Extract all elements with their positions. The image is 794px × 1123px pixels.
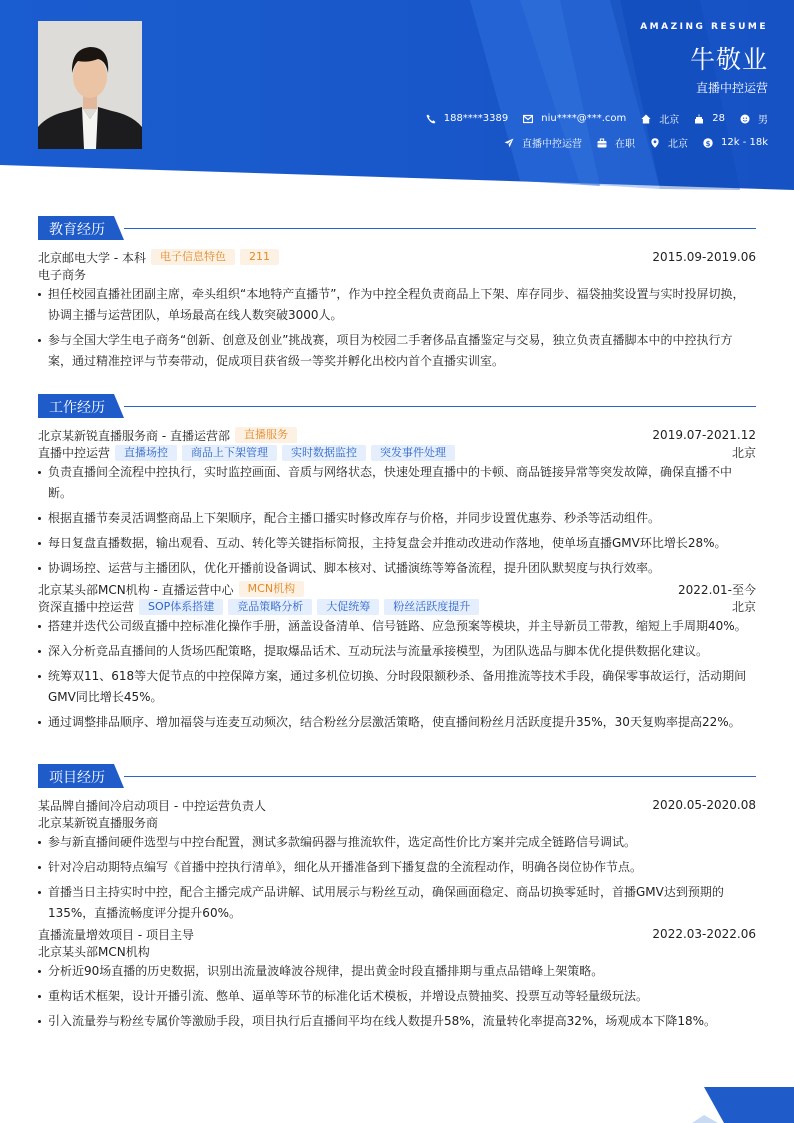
mail-icon	[523, 114, 533, 124]
section-title: 工作经历	[49, 400, 105, 416]
age-info	[694, 113, 725, 124]
job-date: 2019.07-2021.12	[652, 428, 756, 442]
intent-position-info	[504, 135, 582, 150]
list-item: 根据直播节奏灵活调整商品上下架顺序，配合主播口播实时修改库存与价格，并同步设置优惠券、秒杀等活动组件。	[38, 508, 756, 529]
section-tab-shape	[38, 394, 124, 418]
status-info	[597, 135, 635, 150]
section-divider	[124, 406, 756, 407]
major	[38, 266, 756, 284]
skill-tag: SOP体系搭建	[139, 599, 223, 615]
salary-text: 12k - 18k	[721, 137, 768, 148]
brand-text: AMAZING RESUME	[640, 22, 768, 32]
skill-tag: 突发事件处理	[371, 445, 455, 461]
education-entry-head	[38, 248, 756, 266]
email-info[interactable]	[523, 113, 626, 124]
cake-icon	[694, 114, 704, 124]
salary-icon	[703, 138, 713, 148]
education-date: 2015.09-2019.06	[652, 250, 756, 264]
list-item: 每日复盘直播数据，输出观看、互动、转化等关键指标简报，主持复盘会并推动改进动作落地，使单场直播GMV环比增长28%。	[38, 533, 756, 554]
gender-text: 男	[758, 115, 768, 126]
intent-city-info	[650, 135, 688, 150]
company-name: 北京某新锐直播服务商 - 直播运营部	[38, 428, 230, 443]
project-name: 直播流量增效项目 - 项目主导	[38, 927, 194, 942]
home-icon	[641, 114, 651, 124]
list-item: 协调场控、运营与主播团队，优化开播前设备调试、脚本核对、试播演练等筹备流程，提升团队默契度与执行效率。	[38, 558, 756, 579]
job-date: 2022.01-至今	[678, 582, 756, 597]
location-pin-icon	[650, 138, 660, 148]
job-role-row	[38, 598, 756, 616]
hometown-text: 北京	[659, 115, 680, 126]
project-org-text: 北京某头部MCN机构	[38, 945, 150, 959]
intent-city-text: 北京	[668, 139, 688, 150]
job-role: 直播中控运营	[38, 446, 111, 460]
job-head	[38, 426, 756, 444]
project-head	[38, 925, 756, 943]
skill-tag: 大促统筹	[317, 599, 379, 615]
footer-decoration	[684, 1087, 794, 1123]
job-city: 北京	[731, 446, 756, 460]
major-text: 电子商务	[38, 268, 87, 282]
list-item: 首播当日主持实时中控，配合主播完成产品讲解、试用展示与粉丝互动，确保画面稳定、商品切换零延时，首播GMV达到预期的135%，直播流畅度评分提升60%。	[38, 882, 756, 924]
project-date: 2022.03-2022.06	[652, 927, 756, 941]
svg-text:$: $	[705, 139, 711, 148]
list-item: 通过调整排品顺序、增加福袋与连麦互动频次，结合粉丝分层激活策略，使直播间粉丝月活跃度提升35%，30天复购率提高22%。	[38, 712, 756, 733]
section-divider	[124, 228, 756, 229]
contact-row	[411, 111, 768, 126]
list-item: 分析近90场直播的历史数据，识别出流量波峰波谷规律，提出黄金时段直播排期与重点品错峰上架策略。	[38, 961, 756, 982]
project-entry	[38, 796, 756, 924]
list-item: 搭建并迭代公司级直播中控标准化操作手册，涵盖设备清单、信号链路、应急预案等模块，并主导新员工带教，缩短上手周期40%。	[38, 616, 756, 637]
section-divider	[124, 776, 756, 777]
section-tab-shape	[38, 216, 124, 240]
job-entry	[38, 426, 756, 579]
resume-header	[0, 0, 794, 200]
job-bullets	[38, 462, 756, 579]
list-item: 重构话术框架，设计开播引流、憋单、逼单等环节的标准化话术模板，并增设点赞抽奖、投票互动等轻量级玩法。	[38, 986, 756, 1007]
company-tag: 直播服务	[235, 427, 297, 443]
project-org-text: 北京某新锐直播服务商	[38, 816, 159, 830]
avatar	[38, 21, 142, 149]
briefcase-icon	[597, 138, 607, 148]
gender-icon	[740, 114, 750, 124]
job-entry	[38, 580, 756, 733]
hometown-info	[641, 111, 679, 126]
phone-icon	[426, 114, 436, 124]
send-icon	[504, 138, 514, 148]
list-item: 负责直播间全流程中控执行，实时监控画面、音质与网络状态，快速处理直播中的卡顿、商品链接异常等突发故障，确保直播不中断。	[38, 462, 756, 504]
job-role-row	[38, 444, 756, 462]
skill-tag: 竞品策略分析	[228, 599, 312, 615]
profile-photo	[38, 21, 142, 149]
project-section	[38, 764, 756, 1036]
school-name: 北京邮电大学 - 本科	[38, 250, 146, 265]
list-item: 引入流量券与粉丝专属价等激励手段，项目执行后直播间平均在线人数提升58%，流量转化率提高32%，场观成本下降18%。	[38, 1011, 756, 1032]
age-text: 28	[712, 113, 725, 124]
list-item: 针对冷启动期特点编写《首播中控执行清单》，细化从开播准备到下播复盘的全流程动作，明确各岗位协作节点。	[38, 857, 756, 878]
section-header	[38, 216, 756, 240]
work-section	[38, 394, 756, 737]
skill-tag: 商品上下架管理	[182, 445, 277, 461]
project-date: 2020.05-2020.08	[652, 798, 756, 812]
candidate-name: 牛敬业	[689, 45, 768, 74]
project-entry	[38, 925, 756, 1032]
school-tag: 电子信息特色	[151, 249, 235, 265]
skill-tag: 粉丝活跃度提升	[384, 599, 479, 615]
job-role: 资深直播中控运营	[38, 600, 135, 614]
project-bullets	[38, 961, 756, 1032]
skill-tag: 直播场控	[115, 445, 177, 461]
section-tab-shape	[38, 764, 124, 788]
skill-tag: 实时数据监控	[282, 445, 366, 461]
email-text: niu****@***.com	[541, 113, 627, 124]
phone-info[interactable]	[426, 113, 509, 124]
project-head	[38, 796, 756, 814]
target-position: 直播中控运营	[695, 81, 768, 95]
gender-info	[740, 111, 768, 126]
list-item: 参与全国大学生电子商务“创新、创意及创业”挑战赛，项目为校园二手奢侈品直播鉴定与交易，独立负责直播脚本中的中控执行方案，通过精准控评与节奏带动，促成项目获省级一等奖并孵化出校内首个直播实训室。	[38, 330, 756, 372]
status-text: 在职	[615, 139, 635, 150]
intent-position-text: 直播中控运营	[522, 139, 582, 150]
job-intention-row	[489, 135, 768, 150]
company-tag: MCN机构	[239, 581, 304, 597]
company-name: 北京某头部MCN机构 - 直播运营中心	[38, 582, 234, 597]
section-header	[38, 764, 756, 788]
job-city: 北京	[731, 600, 756, 614]
education-section	[38, 216, 756, 376]
section-title: 教育经历	[49, 222, 105, 238]
list-item: 担任校园直播社团副主席，牵头组织“本地特产直播节”，作为中控全程负责商品上下架、库存同步、福袋抽奖设置与实时投屏切换，协调主播与运营团队，单场最高在线人数突破3000人。	[38, 284, 756, 326]
project-org	[38, 943, 756, 961]
project-name: 某品牌自播间冷启动项目 - 中控运营负责人	[38, 798, 266, 813]
school-tag: 211	[240, 249, 279, 265]
section-header	[38, 394, 756, 418]
list-item: 深入分析竞品直播间的人货场匹配策略，提取爆品话术、互动玩法与流量承接模型，为团队选品与脚本优化提供数据化建议。	[38, 641, 756, 662]
salary-info	[703, 137, 768, 148]
job-bullets	[38, 616, 756, 733]
project-bullets	[38, 832, 756, 924]
job-head	[38, 580, 756, 598]
education-bullets	[38, 284, 756, 372]
section-title: 项目经历	[49, 770, 105, 786]
project-org	[38, 814, 756, 832]
list-item: 统筹双11、618等大促节点的中控保障方案，通过多机位切换、分时段限额秒杀、备用推流等技术手段，确保零事故运行，活动期间GMV同比增长45%。	[38, 666, 756, 708]
phone-text: 188****3389	[443, 113, 509, 124]
list-item: 参与新直播间硬件选型与中控台配置，测试多款编码器与推流软件，选定高性价比方案并完成全链路信号调试。	[38, 832, 756, 853]
